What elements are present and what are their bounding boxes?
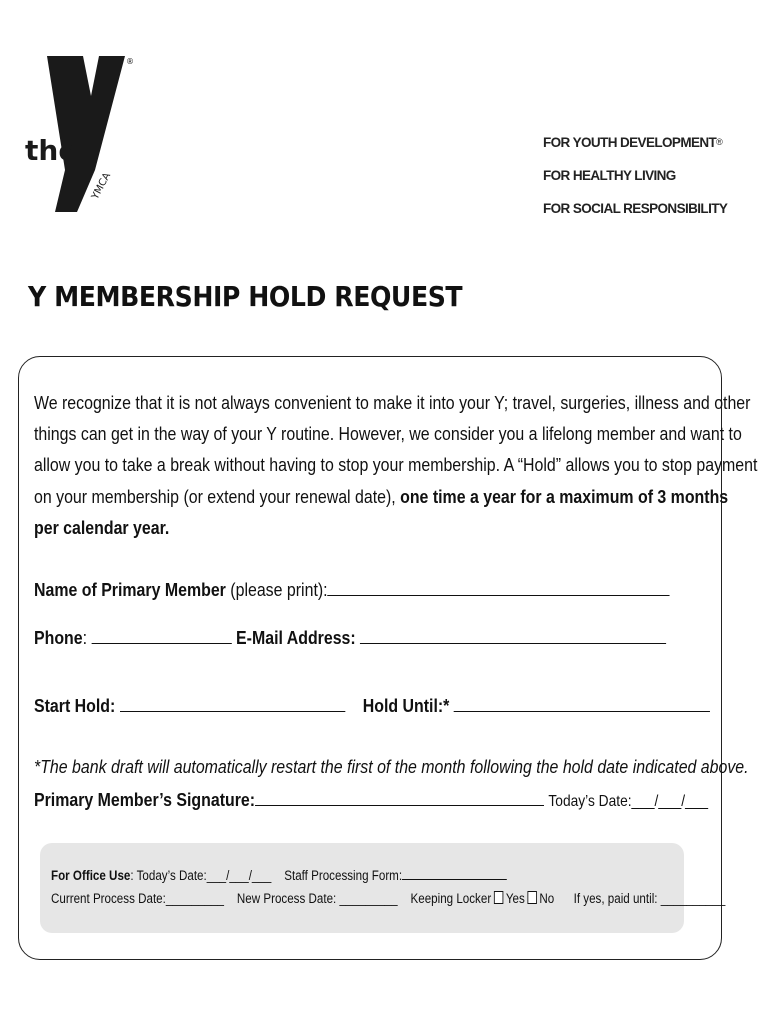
logo-reg: ®	[126, 57, 134, 66]
staff-field[interactable]	[402, 867, 507, 880]
start-hold-label: Start Hold:	[34, 695, 116, 716]
mission-line-2: FOR HEALTHY LIVING	[543, 168, 676, 183]
name-field[interactable]	[328, 578, 670, 596]
new-process-date: New Process Date: _________	[236, 891, 398, 906]
mission-line-1: FOR YOUTH DEVELOPMENT®	[543, 135, 723, 150]
start-hold-field[interactable]	[120, 694, 345, 712]
logo-word: the	[25, 134, 78, 167]
intro-line-3: allow you to take a break without having to stop your membership. A “Hold” allows you to stop payment	[34, 454, 758, 475]
today-date-field[interactable]: Today’s Date:___/___/___	[548, 793, 709, 810]
ymca-logo	[25, 52, 137, 217]
locker-no-label: No	[539, 891, 555, 906]
bank-draft-note: *The bank draft will automatically restart the first of the month following the hold date indicated above.	[34, 756, 749, 777]
contact-row: Phone: E-Mail Address:	[34, 626, 666, 649]
intro-line-1: We recognize that it is not always convenient to make it into your Y; travel, surgeries, illness and other	[34, 392, 751, 413]
hold-row	[34, 694, 710, 717]
intro-bold-2: per calendar year.	[34, 517, 170, 538]
ymca-logo-graphic	[25, 52, 137, 217]
phone-field[interactable]	[91, 626, 231, 644]
office-date: : Today’s Date:___/___/___	[130, 868, 272, 883]
intro-bold-1: one time a year for a maximum of 3 months	[400, 486, 729, 507]
signature-row	[34, 788, 708, 811]
mission-statements	[543, 126, 753, 225]
name-label: Name of Primary Member	[34, 579, 226, 600]
name-row	[34, 578, 670, 601]
signature-label: Primary Member’s Signature:	[34, 789, 256, 810]
locker-yes-label: Yes	[505, 891, 525, 906]
name-hint: (please print):	[225, 579, 328, 600]
locker-yes-checkbox[interactable]	[494, 891, 503, 904]
mission-line-3: FOR SOCIAL RESPONSIBILITY	[543, 201, 728, 216]
logo-sub: YMCA	[89, 171, 114, 202]
form-title: Y MEMBERSHIP HOLD REQUEST	[28, 280, 463, 313]
paid-until: If yes, paid until: __________	[573, 891, 726, 906]
email-label: E-Mail Address:	[236, 627, 356, 648]
keeping-locker-label: Keeping Locker	[410, 891, 492, 906]
office-use-label: For Office Use	[51, 868, 131, 883]
current-process-date: Current Process Date:_________	[51, 891, 224, 906]
hold-until-field[interactable]	[454, 694, 710, 712]
office-row-2	[51, 891, 725, 906]
office-use-panel	[40, 843, 726, 933]
hold-until-label: Hold Until:*	[362, 695, 450, 716]
locker-no-checkbox[interactable]	[527, 891, 536, 904]
email-field[interactable]	[360, 626, 666, 644]
office-row-1	[51, 867, 507, 883]
phone-label: Phone	[34, 627, 83, 648]
signature-field[interactable]	[255, 788, 544, 806]
intro-line-4: on your membership (or extend your renewal date), one time a year for a maximum of 3 months	[34, 486, 729, 507]
staff-label: Staff Processing Form:	[284, 868, 403, 883]
intro-line-2: things can get in the way of your Y routine. However, we consider you a lifelong member and want to	[34, 423, 742, 444]
